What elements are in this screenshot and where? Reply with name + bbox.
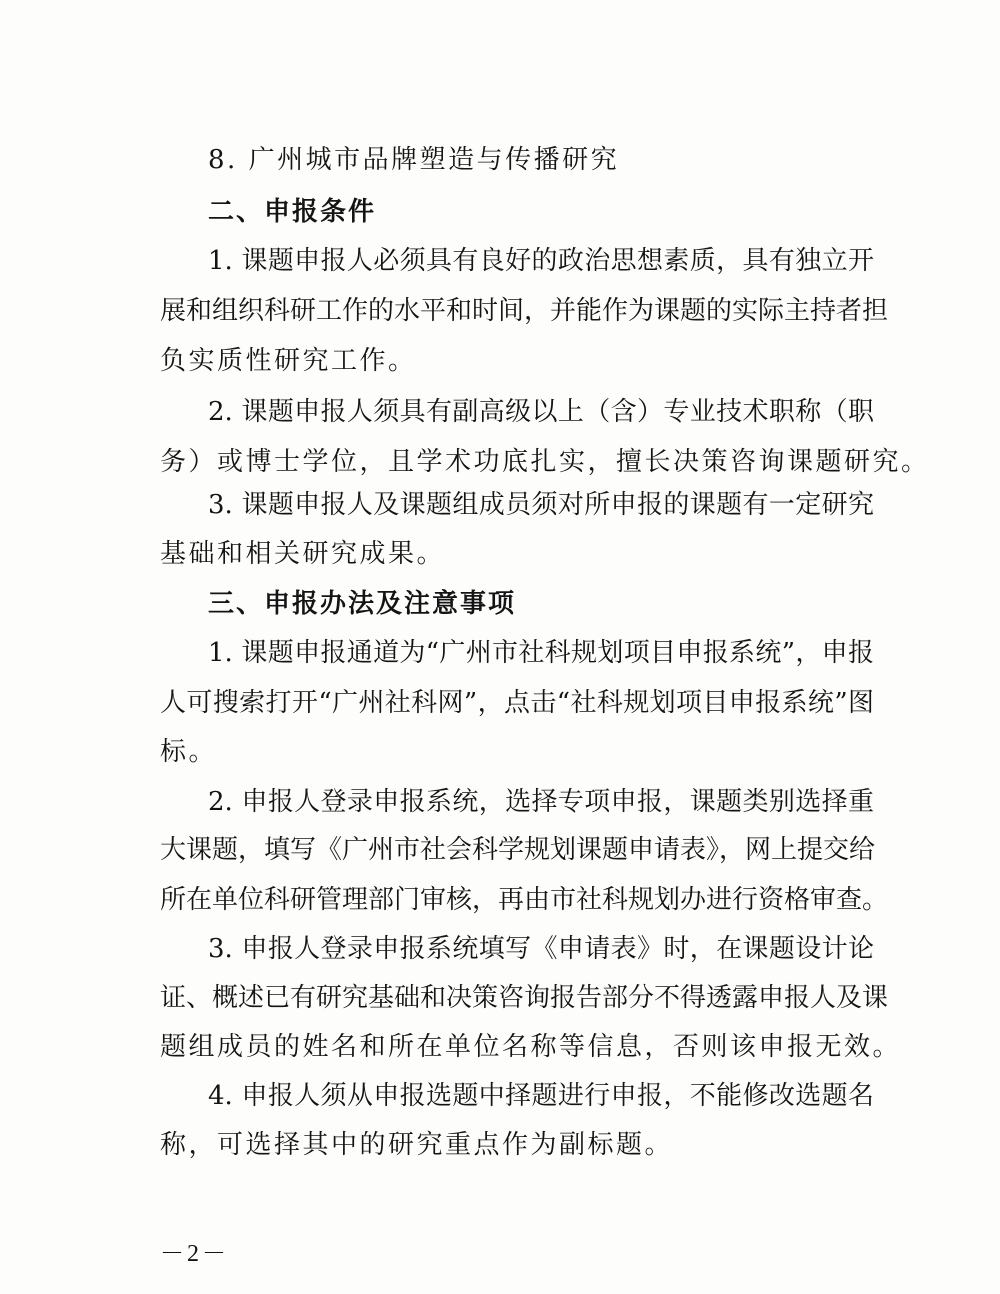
paragraph-line: 4. 申报人须从申报选题中择题进行申报，不能修改选题名: [208, 1081, 874, 1111]
paragraph-line: 题组成员的姓名和所在单位名称等信息，否则该申报无效。: [160, 1032, 902, 1062]
paragraph-line: 2. 课题申报人须具有副高级以上（含）专业技术职称（职: [208, 397, 874, 427]
paragraph-line: 1. 课题申报通道为“广州市社科规划项目申报系统”，申报: [208, 638, 874, 668]
paragraph-line: 标。: [160, 737, 218, 767]
paragraph-line: 2. 申报人登录申报系统，选择专项申报，课题类别选择重: [208, 787, 874, 817]
paragraph-line: 务）或博士学位，且学术功底扎实，擅长决策咨询课题研究。: [160, 447, 930, 477]
paragraph-line: 展和组织科研工作的水平和时间，并能作为课题的实际主持者担: [160, 296, 889, 326]
paragraph-line: 基础和相关研究成果。: [160, 539, 446, 569]
paragraph-line: 人可搜索打开“广州社科网”，点击“社科规划项目申报系统”图: [160, 688, 874, 718]
section-heading-procedures: 三、申报办法及注意事项: [208, 589, 517, 619]
paragraph-line: 3. 申报人登录申报系统填写《申请表》时，在课题设计论: [208, 934, 874, 964]
paragraph-line: 证、概述已有研究基础和决策咨询报告部分不得透露申报人及课: [160, 983, 889, 1013]
topic-item-8: 8. 广州城市品牌塑造与传播研究: [208, 145, 620, 175]
paragraph-line: 所在单位科研管理部门审核，再由市社科规划办进行资格审查。: [160, 885, 889, 915]
paragraph-line: 大课题，填写《广州市社会科学规划课题申请表》，网上提交给: [160, 835, 876, 865]
paragraph-line: 1. 课题申报人必须具有良好的政治思想素质，具有独立开: [208, 246, 874, 276]
section-heading-conditions: 二、申报条件: [208, 197, 377, 227]
page-number: －2－: [160, 1241, 229, 1267]
paragraph-line: 称，可选择其中的研究重点作为副标题。: [160, 1130, 674, 1160]
paragraph-line: 3. 课题申报人及课题组成员须对所申报的课题有一定研究: [208, 490, 874, 520]
paragraph-line: 负实质性研究工作。: [160, 346, 417, 376]
